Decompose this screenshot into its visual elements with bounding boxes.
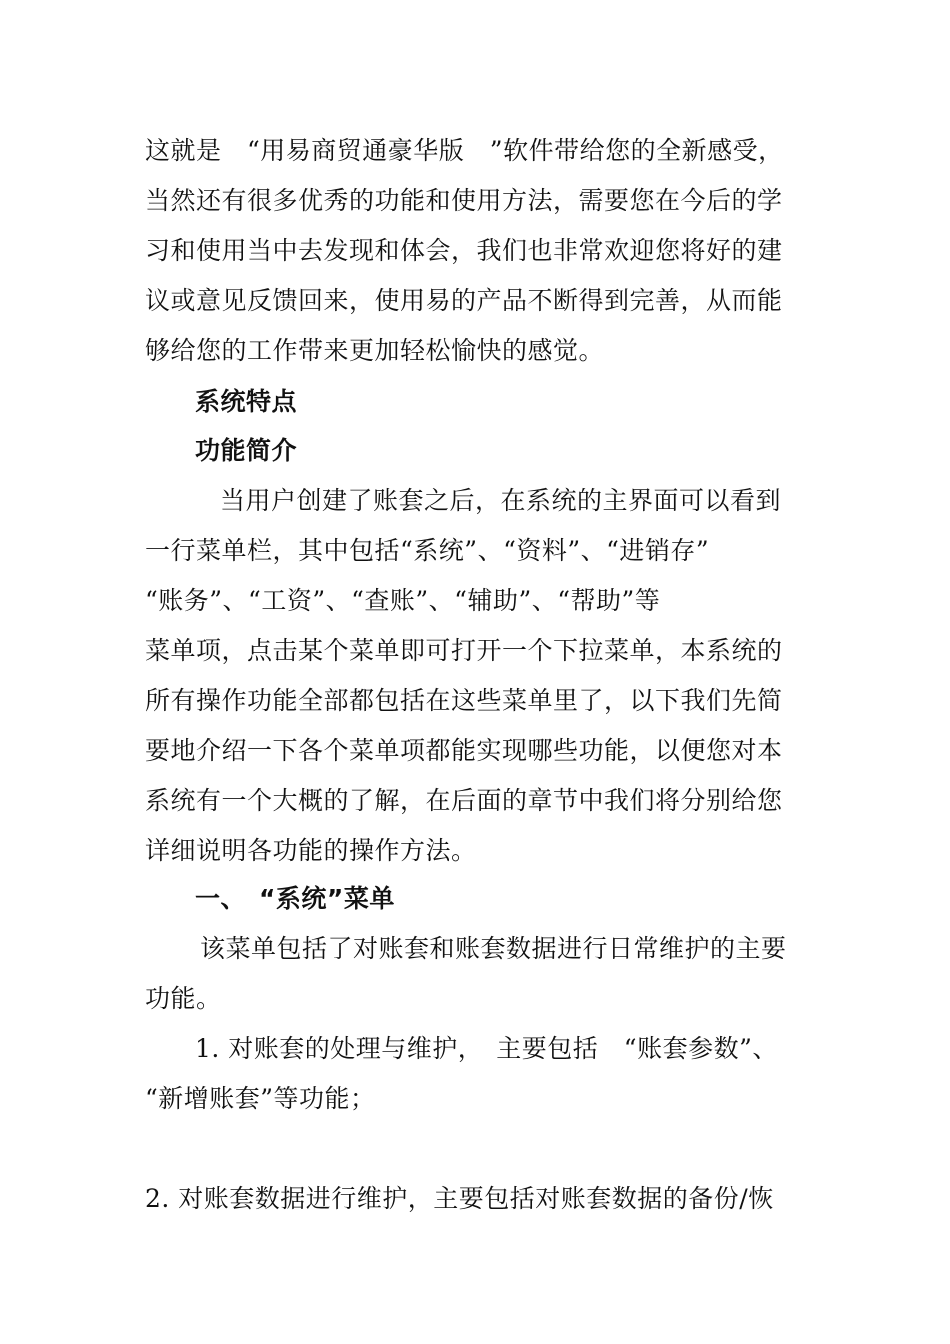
intro-line: 这就是 “用易商贸通豪华版 ”软件带给您的全新感受， bbox=[145, 136, 784, 165]
body-line: 所有操作功能全部都包括在这些菜单里了，以下我们先简 bbox=[145, 686, 783, 715]
body-line: “账务”、“工资”、“查账”、“辅助”、“帮助”等 bbox=[145, 586, 661, 615]
system-menu-desc-line: 该菜单包括了对账套和账套数据进行日常维护的主要 bbox=[200, 934, 787, 963]
heading-system-menu: 一、 “系统”菜单 bbox=[195, 884, 395, 913]
item1-line: “新增账套”等功能； bbox=[145, 1084, 376, 1113]
system-menu-desc-line: 功能。 bbox=[145, 984, 222, 1013]
body-line: 当用户创建了账套之后，在系统的主界面可以看到 bbox=[220, 486, 782, 515]
heading-intro: 功能简介 bbox=[195, 436, 298, 465]
intro-line: 当然还有很多优秀的功能和使用方法，需要您在今后的学 bbox=[145, 186, 783, 215]
body-line: 系统有一个大概的了解，在后面的章节中我们将分别给您 bbox=[145, 786, 783, 815]
intro-line: 习和使用当中去发现和体会，我们也非常欢迎您将好的建 bbox=[145, 236, 783, 265]
heading-features: 系统特点 bbox=[195, 387, 298, 416]
item1-line: 1. 对账套的处理与维护， 主要包括 “账套参数”、 bbox=[195, 1034, 778, 1063]
body-line: 一行菜单栏，其中包括“系统”、“资料”、“进销存” bbox=[145, 536, 710, 565]
body-line: 详细说明各功能的操作方法。 bbox=[145, 836, 477, 865]
intro-line: 够给您的工作带来更加轻松愉快的感觉。 bbox=[145, 336, 605, 365]
body-line: 要地介绍一下各个菜单项都能实现哪些功能，以便您对本 bbox=[145, 736, 783, 765]
item2-line: 2. 对账套数据进行维护，主要包括对账套数据的备份/恢 bbox=[145, 1184, 774, 1213]
intro-line: 议或意见反馈回来，使用易的产品不断得到完善，从而能 bbox=[145, 286, 783, 315]
body-line: 菜单项，点击某个菜单即可打开一个下拉菜单，本系统的 bbox=[145, 636, 783, 665]
